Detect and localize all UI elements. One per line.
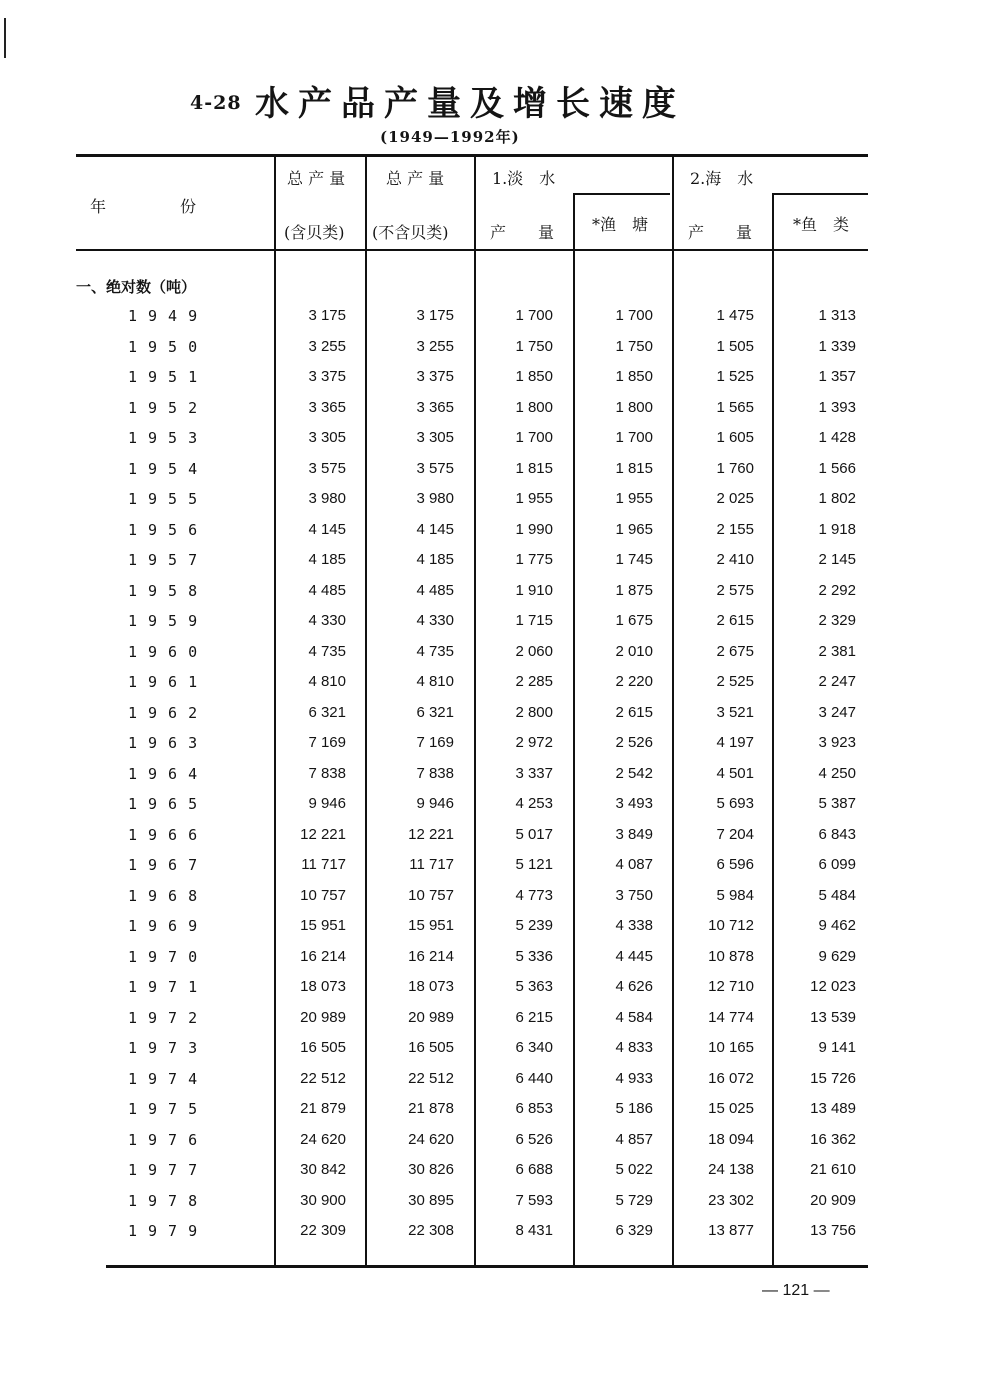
row-cell: 6 526: [515, 1130, 553, 1148]
row-cell: 1 815: [515, 459, 553, 477]
row-cell: 16 505: [300, 1039, 346, 1056]
row-cell: 4 197: [716, 734, 754, 751]
row-cell: 2 145: [818, 551, 856, 568]
row-cell: 4 338: [615, 917, 653, 934]
row-cell: 30 900: [300, 1191, 346, 1209]
row-cell: 2 060: [515, 642, 553, 660]
row-cell: 2 220: [615, 673, 653, 690]
row-cell: 21 879: [300, 1100, 346, 1117]
row-cell: 1 715: [515, 612, 553, 629]
row-year: 1979: [128, 1222, 209, 1240]
row-cell: 24 138: [708, 1161, 754, 1178]
row-cell: 3 255: [416, 337, 454, 355]
row-year: 1962: [128, 703, 209, 722]
row-cell: 4 145: [308, 520, 346, 538]
table-row: [0, 1100, 1000, 1130]
row-cell: 4 485: [308, 581, 346, 599]
table-row: [0, 338, 1000, 368]
table-year-range: (1949—1992年): [380, 128, 520, 146]
row-cell: 10 757: [300, 886, 346, 904]
row-cell: 16 362: [810, 1130, 856, 1148]
row-year: 1971: [128, 978, 209, 996]
row-cell: 6 596: [716, 856, 754, 873]
row-cell: 5 239: [515, 917, 553, 934]
row-cell: 4 810: [308, 673, 346, 690]
row-cell: 4 445: [615, 947, 653, 965]
row-cell: 5 729: [615, 1191, 653, 1209]
row-cell: 21 610: [810, 1161, 856, 1178]
fresh-subheader-rule: [574, 193, 670, 195]
table-title: 水产品产量及增长速度: [255, 84, 685, 124]
table-row: [0, 399, 1000, 429]
row-cell: 16 214: [300, 947, 346, 965]
row-cell: 4 933: [615, 1069, 653, 1087]
row-cell: 15 726: [810, 1069, 856, 1087]
row-cell: 15 025: [708, 1100, 754, 1117]
row-cell: 1 990: [515, 520, 553, 538]
row-cell: 2 292: [818, 581, 856, 599]
row-cell: 5 484: [818, 886, 856, 904]
row-cell: 30 826: [408, 1161, 454, 1178]
row-cell: 1 605: [716, 429, 754, 446]
row-cell: 4 330: [416, 612, 454, 629]
row-cell: 5 022: [615, 1161, 653, 1178]
row-cell: 20 989: [408, 1008, 454, 1026]
row-cell: 2 542: [615, 764, 653, 782]
row-cell: 30 895: [408, 1191, 454, 1209]
row-cell: 1 428: [818, 429, 856, 446]
row-cell: 5 363: [515, 978, 553, 995]
row-year: 1977: [128, 1161, 209, 1179]
row-cell: 2 010: [615, 642, 653, 660]
row-cell: 4 087: [615, 856, 653, 873]
row-cell: 1 565: [716, 398, 754, 416]
row-cell: 4 145: [416, 520, 454, 538]
row-year: 1959: [128, 612, 209, 630]
row-cell: 2 615: [615, 703, 653, 721]
table-row: [0, 673, 1000, 703]
row-cell: 4 253: [515, 795, 553, 812]
section-label-absolute: 一、绝对数（吨）: [76, 278, 197, 296]
row-cell: 4 735: [416, 642, 454, 660]
row-cell: 2 410: [716, 551, 754, 568]
page-edge-mark: [4, 18, 6, 58]
table-row: [0, 1070, 1000, 1100]
table-row: [0, 887, 1000, 917]
table-row: [0, 795, 1000, 825]
row-cell: 13 489: [810, 1100, 856, 1117]
row-year: 1965: [128, 795, 209, 813]
row-cell: 4 185: [416, 551, 454, 568]
header-sea-fish: *鱼 类: [793, 215, 850, 234]
row-cell: 20 989: [300, 1008, 346, 1026]
row-year: 1975: [128, 1100, 209, 1118]
header-total-excl-line2: (不含贝类): [372, 223, 449, 242]
row-year: 1963: [128, 734, 209, 752]
row-cell: 1 475: [716, 307, 754, 324]
table-row: [0, 643, 1000, 673]
row-cell: 9 946: [308, 795, 346, 812]
row-cell: 7 169: [308, 734, 346, 751]
row-cell: 2 972: [515, 734, 553, 751]
row-cell: 12 221: [408, 825, 454, 843]
row-cell: 6 688: [515, 1161, 553, 1178]
row-cell: 3 375: [416, 368, 454, 385]
row-cell: 4 735: [308, 642, 346, 660]
row-cell: 3 493: [615, 795, 653, 812]
row-cell: 1 313: [818, 307, 856, 324]
row-cell: 5 017: [515, 825, 553, 843]
row-year: 1968: [128, 886, 209, 905]
row-cell: 6 853: [515, 1100, 553, 1117]
table-row: [0, 1039, 1000, 1069]
row-cell: 10 757: [408, 886, 454, 904]
row-cell: 1 850: [515, 368, 553, 385]
row-cell: 1 675: [615, 612, 653, 629]
row-cell: 12 710: [708, 978, 754, 995]
row-cell: 6 843: [818, 825, 856, 843]
table-row: [0, 1009, 1000, 1039]
row-cell: 9 629: [818, 947, 856, 965]
row-cell: 1 745: [615, 551, 653, 568]
row-cell: 10 712: [708, 917, 754, 934]
row-cell: 21 878: [408, 1100, 454, 1117]
table-row: [0, 734, 1000, 764]
table-row: [0, 490, 1000, 520]
row-year: 1951: [128, 368, 209, 386]
row-cell: 1 700: [615, 429, 653, 446]
row-year: 1976: [128, 1130, 209, 1149]
row-cell: 23 302: [708, 1191, 754, 1209]
row-cell: 24 620: [300, 1130, 346, 1148]
row-year: 1953: [128, 429, 209, 447]
row-cell: 22 308: [408, 1222, 454, 1239]
row-cell: 3 305: [416, 429, 454, 446]
row-cell: 5 121: [515, 856, 553, 873]
row-cell: 1 800: [615, 398, 653, 416]
row-cell: 6 329: [615, 1222, 653, 1239]
row-cell: 1 850: [615, 368, 653, 385]
row-year: 1972: [128, 1008, 209, 1027]
row-cell: 15 951: [408, 917, 454, 934]
header-total-incl-line2: (含贝类): [284, 223, 345, 242]
row-cell: 1 700: [515, 307, 553, 324]
row-cell: 30 842: [300, 1161, 346, 1178]
row-cell: 4 833: [615, 1039, 653, 1056]
row-cell: 7 838: [308, 764, 346, 782]
row-cell: 18 094: [708, 1130, 754, 1148]
row-cell: 12 023: [810, 978, 856, 995]
table-row: [0, 551, 1000, 581]
row-cell: 1 339: [818, 337, 856, 355]
table-row: [0, 1222, 1000, 1252]
row-cell: 4 330: [308, 612, 346, 629]
row-cell: 4 626: [615, 978, 653, 995]
row-cell: 4 485: [416, 581, 454, 599]
page-number: — 121 —: [762, 1282, 830, 1299]
table-number: 4-28: [190, 92, 242, 114]
row-cell: 3 247: [818, 703, 856, 721]
row-cell: 1 750: [515, 337, 553, 355]
row-cell: 9 141: [818, 1039, 856, 1056]
header-fresh-pond: *渔 塘: [592, 215, 649, 234]
row-cell: 5 336: [515, 947, 553, 965]
row-cell: 22 512: [408, 1069, 454, 1087]
row-cell: 2 381: [818, 642, 856, 660]
row-cell: 2 025: [716, 490, 754, 507]
table-row: [0, 978, 1000, 1008]
row-cell: 3 365: [308, 398, 346, 416]
row-year: 1973: [128, 1039, 209, 1057]
row-cell: 18 073: [408, 978, 454, 995]
row-cell: 10 878: [708, 947, 754, 965]
header-fresh: 1.淡 水: [492, 169, 556, 188]
row-cell: 20 909: [810, 1191, 856, 1209]
table-row: [0, 521, 1000, 551]
row-cell: 1 700: [515, 429, 553, 446]
row-cell: 6 340: [515, 1039, 553, 1056]
row-year: 1964: [128, 764, 209, 783]
row-cell: 22 512: [300, 1069, 346, 1087]
row-cell: 4 250: [818, 764, 856, 782]
row-cell: 14 774: [708, 1008, 754, 1026]
row-cell: 3 750: [615, 886, 653, 904]
row-cell: 3 175: [308, 307, 346, 324]
row-cell: 7 204: [716, 825, 754, 843]
row-cell: 1 955: [515, 490, 553, 507]
row-year: 1961: [128, 673, 209, 691]
row-cell: 11 717: [409, 856, 454, 873]
row-cell: 5 186: [615, 1100, 653, 1117]
row-cell: 15 951: [300, 917, 346, 934]
row-cell: 16 214: [408, 947, 454, 965]
table-row: [0, 948, 1000, 978]
row-year: 1949: [128, 307, 209, 325]
row-cell: 3 175: [416, 307, 454, 324]
row-cell: 1 750: [615, 337, 653, 355]
row-cell: 5 693: [716, 795, 754, 812]
row-year: 1954: [128, 459, 209, 478]
row-cell: 4 773: [515, 886, 553, 904]
row-cell: 1 965: [615, 520, 653, 538]
row-cell: 8 431: [515, 1222, 553, 1239]
table-row: [0, 368, 1000, 398]
row-cell: 3 575: [416, 459, 454, 477]
row-cell: 1 525: [716, 368, 754, 385]
row-cell: 18 073: [300, 978, 346, 995]
row-cell: 3 575: [308, 459, 346, 477]
row-cell: 1 815: [615, 459, 653, 477]
top-rule: [76, 154, 868, 157]
table-row: [0, 826, 1000, 856]
row-cell: 9 462: [818, 917, 856, 934]
row-cell: 2 800: [515, 703, 553, 721]
row-cell: 6 321: [416, 703, 454, 721]
row-cell: 7 593: [515, 1191, 553, 1209]
row-cell: 1 918: [818, 520, 856, 538]
row-cell: 3 365: [416, 398, 454, 416]
row-year: 1967: [128, 856, 209, 874]
table-row: [0, 1161, 1000, 1191]
row-cell: 3 255: [308, 337, 346, 355]
row-cell: 6 099: [818, 856, 856, 873]
table-row: [0, 765, 1000, 795]
row-year: 1960: [128, 642, 209, 661]
row-cell: 2 285: [515, 673, 553, 690]
row-cell: 3 521: [716, 703, 754, 721]
row-cell: 13 756: [810, 1222, 856, 1239]
row-cell: 4 501: [716, 764, 754, 782]
row-cell: 6 215: [515, 1008, 553, 1026]
row-cell: 1 566: [818, 459, 856, 477]
table-row: [0, 429, 1000, 459]
row-year: 1956: [128, 520, 209, 539]
row-cell: 2 615: [716, 612, 754, 629]
row-year: 1969: [128, 917, 209, 935]
row-cell: 3 980: [308, 490, 346, 507]
row-cell: 1 775: [515, 551, 553, 568]
row-cell: 6 440: [515, 1069, 553, 1087]
row-cell: 1 800: [515, 398, 553, 416]
header-bottom-rule: [76, 249, 868, 251]
row-year: 1958: [128, 581, 209, 600]
row-cell: 13 539: [810, 1008, 856, 1026]
row-cell: 11 717: [301, 856, 346, 873]
row-cell: 22 309: [300, 1222, 346, 1239]
row-year: 1957: [128, 551, 209, 569]
row-cell: 4 857: [615, 1130, 653, 1148]
row-cell: 3 337: [515, 764, 553, 782]
row-cell: 7 169: [416, 734, 454, 751]
row-cell: 2 675: [716, 642, 754, 660]
table-row: [0, 1192, 1000, 1222]
row-cell: 24 620: [408, 1130, 454, 1148]
row-cell: 3 305: [308, 429, 346, 446]
row-cell: 6 321: [308, 703, 346, 721]
row-year: 1978: [128, 1191, 209, 1210]
row-cell: 4 185: [308, 551, 346, 568]
row-cell: 3 980: [416, 490, 454, 507]
table-row: [0, 307, 1000, 337]
row-cell: 4 810: [416, 673, 454, 690]
row-cell: 13 877: [708, 1222, 754, 1239]
row-cell: 9 946: [416, 795, 454, 812]
row-cell: 1 875: [615, 581, 653, 599]
table-row: [0, 612, 1000, 642]
row-cell: 1 760: [716, 459, 754, 477]
table-row: [0, 1131, 1000, 1161]
row-year: 1974: [128, 1069, 209, 1088]
table-row: [0, 856, 1000, 886]
table-row: [0, 582, 1000, 612]
bottom-rule: [106, 1265, 868, 1268]
row-cell: 3 849: [615, 825, 653, 843]
row-year: 1970: [128, 947, 209, 966]
row-cell: 5 387: [818, 795, 856, 812]
row-cell: 2 247: [818, 673, 856, 690]
row-cell: 1 505: [716, 337, 754, 355]
row-year: 1966: [128, 825, 209, 844]
row-cell: 16 072: [708, 1069, 754, 1087]
row-cell: 1 700: [615, 307, 653, 324]
row-cell: 2 155: [716, 520, 754, 538]
row-cell: 2 526: [615, 734, 653, 751]
row-cell: 1 955: [615, 490, 653, 507]
header-total-excl-line1: 总 产 量: [386, 169, 445, 188]
row-cell: 1 802: [818, 490, 856, 507]
header-total-incl-line1: 总 产 量: [287, 169, 346, 188]
row-year: 1952: [128, 398, 209, 417]
row-year: 1955: [128, 490, 209, 508]
row-cell: 7 838: [416, 764, 454, 782]
header-year: 年 份: [90, 197, 199, 216]
sea-subheader-rule: [773, 193, 868, 195]
table-row: [0, 704, 1000, 734]
header-fresh-output: 产 量: [490, 223, 555, 242]
row-cell: 2 329: [818, 612, 856, 629]
table-row: [0, 460, 1000, 490]
row-cell: 10 165: [708, 1039, 754, 1056]
row-cell: 2 575: [716, 581, 754, 599]
row-cell: 5 984: [716, 886, 754, 904]
row-cell: 2 525: [716, 673, 754, 690]
row-cell: 1 357: [818, 368, 856, 385]
table-row: [0, 917, 1000, 947]
row-cell: 3 375: [308, 368, 346, 385]
header-sea: 2.海 水: [690, 169, 754, 188]
row-cell: 16 505: [408, 1039, 454, 1056]
row-cell: 4 584: [615, 1008, 653, 1026]
row-cell: 1 910: [515, 581, 553, 599]
header-sea-output: 产 量: [688, 223, 753, 242]
row-cell: 1 393: [818, 398, 856, 416]
row-cell: 3 923: [818, 734, 856, 751]
row-cell: 12 221: [300, 825, 346, 843]
row-year: 1950: [128, 337, 209, 356]
